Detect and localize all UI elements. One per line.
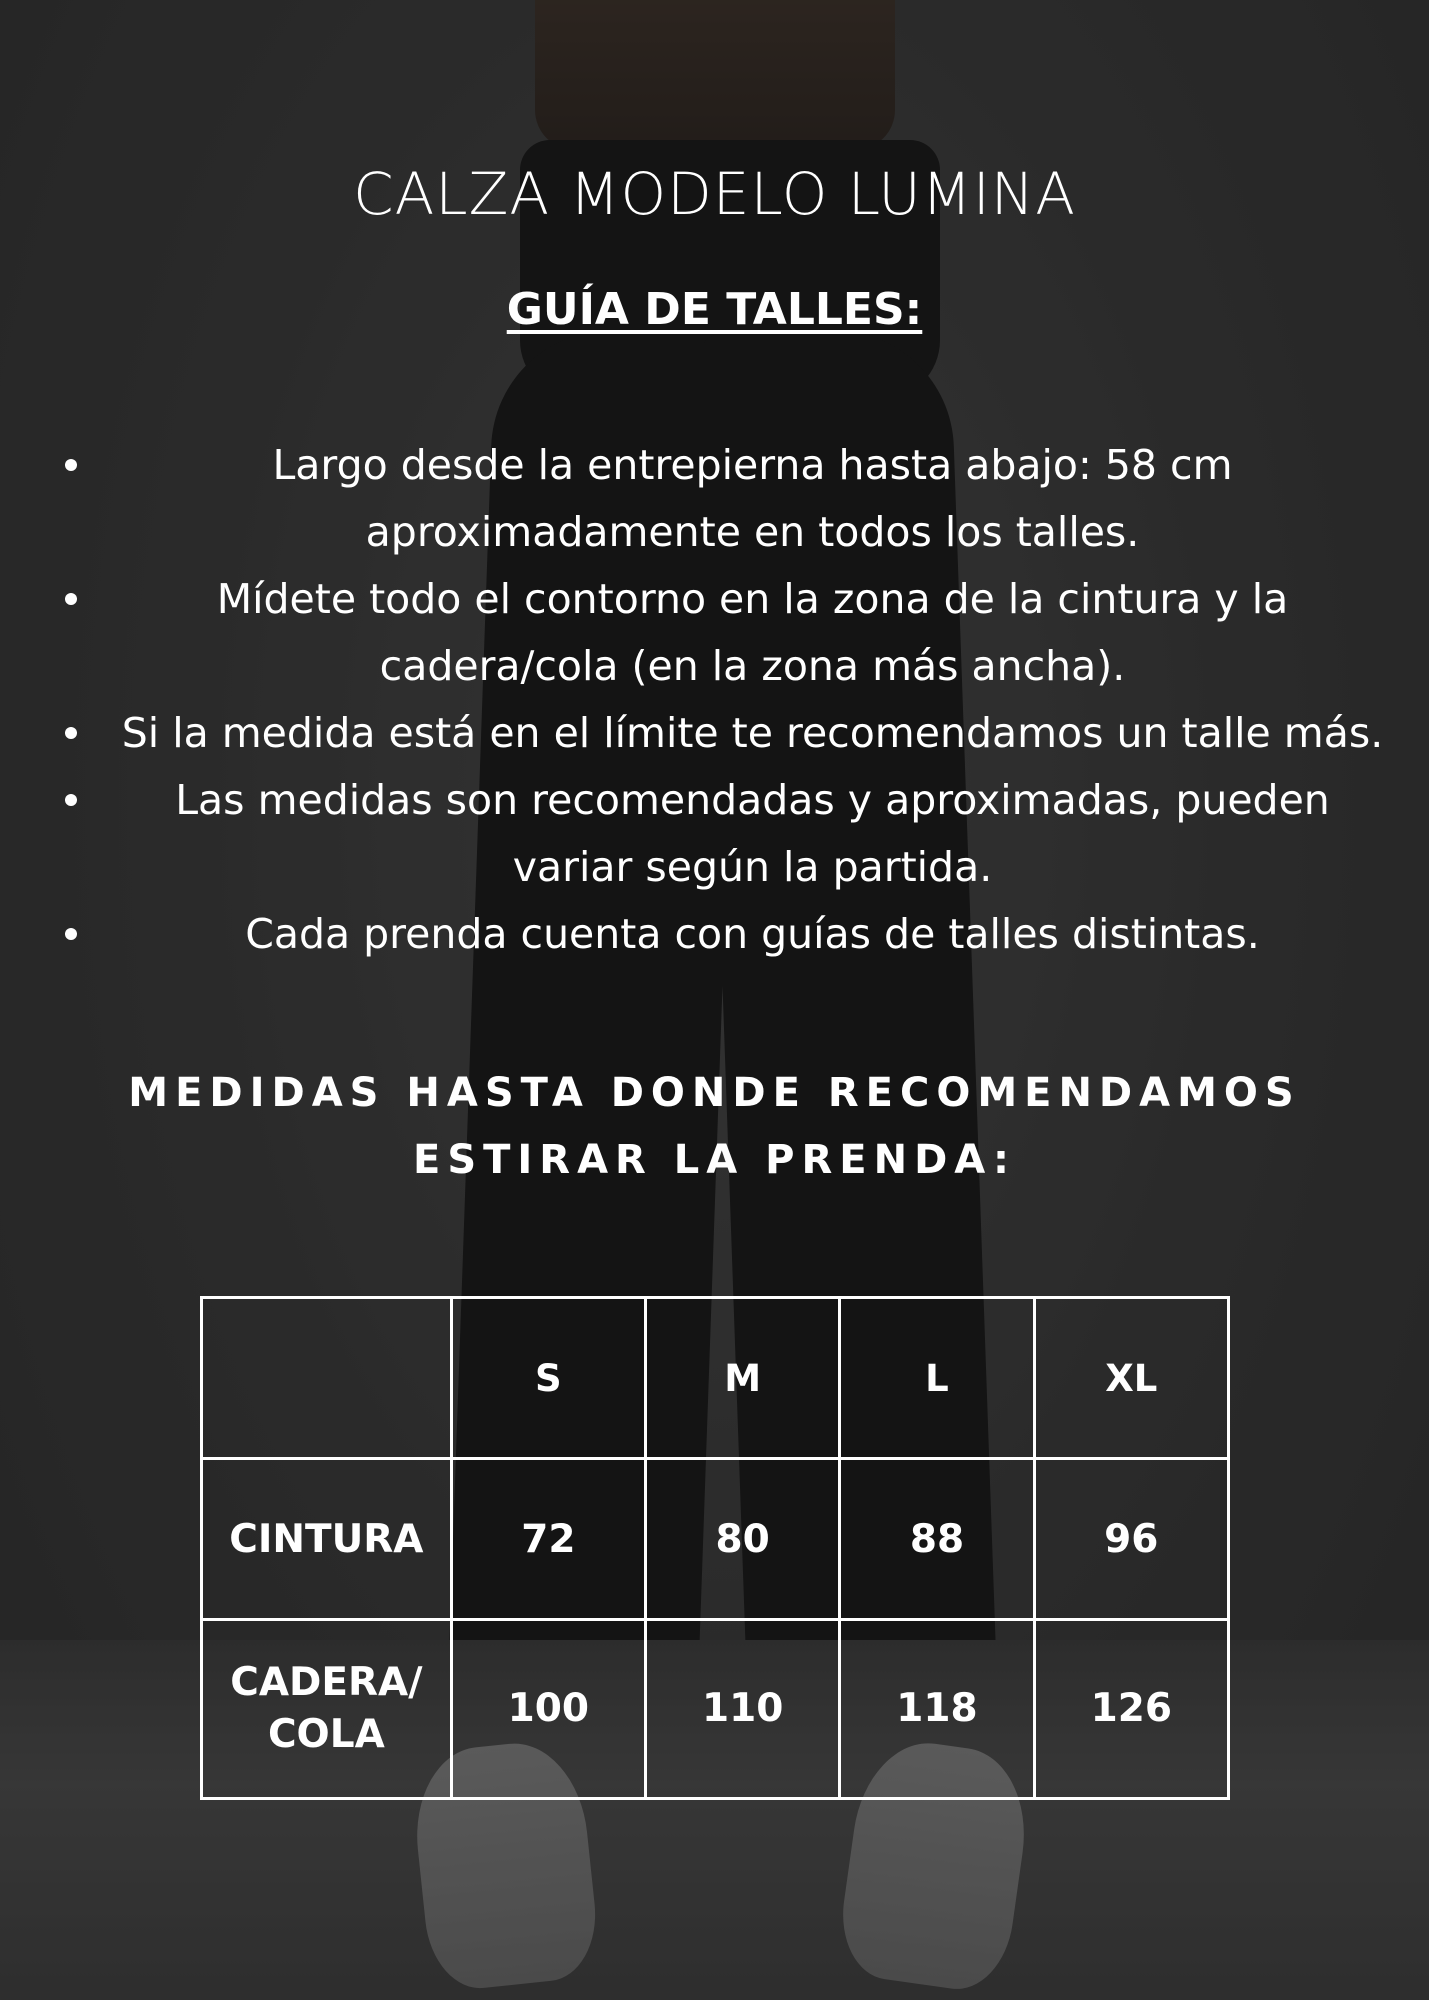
table-row <box>202 1459 1229 1620</box>
table-row <box>202 1620 1229 1799</box>
bullet-icon <box>65 593 77 605</box>
column-header-l: L <box>840 1298 1034 1459</box>
table-cell: 110 <box>646 1620 840 1799</box>
guide-bullet-list <box>55 432 1395 968</box>
table-cell: 126 <box>1034 1620 1228 1799</box>
bullet-text: Cada prenda cuenta con guías de talles distintas. <box>245 910 1260 958</box>
bullet-icon <box>65 794 77 806</box>
bullet-text: Las medidas son recomendadas y aproximadas, pueden variar según la partida. <box>175 776 1330 891</box>
table-cell: 118 <box>840 1620 1034 1799</box>
bullet-icon <box>65 727 77 739</box>
bullet-icon <box>65 459 77 471</box>
row-label-line1: CADERA/ <box>230 1660 423 1705</box>
table-cell: 100 <box>451 1620 645 1799</box>
table-cell: 72 <box>451 1459 645 1620</box>
bullet-text: Mídete todo el contorno en la zona de la cintura y la cadera/cola (en la zona más ancha). <box>216 575 1289 690</box>
list-item <box>55 901 1395 968</box>
row-label-cadera-cola <box>202 1620 452 1799</box>
column-header-m: M <box>646 1298 840 1459</box>
table-cell: 96 <box>1034 1459 1228 1620</box>
row-label-line2: COLA <box>267 1712 385 1757</box>
column-header-xl: XL <box>1034 1298 1228 1459</box>
row-label-cintura: CINTURA <box>202 1459 452 1620</box>
bullet-icon <box>65 928 77 940</box>
size-table <box>200 1296 1230 1800</box>
table-cell: 80 <box>646 1459 840 1620</box>
measurements-heading <box>0 1060 1429 1194</box>
table-cell: 88 <box>840 1459 1034 1620</box>
list-item <box>55 432 1395 566</box>
measurements-heading-line1: MEDIDAS HASTA DONDE RECOMENDAMOS <box>128 1070 1301 1116</box>
measurements-heading-line2: ESTIRAR LA PRENDA: <box>413 1137 1016 1183</box>
table-header-row <box>202 1298 1229 1459</box>
bullet-text: Si la medida está en el límite te recomendamos un talle más. <box>121 709 1384 757</box>
bullet-text: Largo desde la entrepierna hasta abajo: 58 cm aproximadamente en todos los talles. <box>272 441 1233 556</box>
list-item <box>55 566 1395 700</box>
page-title: CALZA MODELO LUMINA <box>353 160 1076 228</box>
list-item <box>55 700 1395 767</box>
table-corner-cell <box>202 1298 452 1459</box>
list-item <box>55 767 1395 901</box>
column-header-s: S <box>451 1298 645 1459</box>
size-guide-heading: GUÍA DE TALLES: <box>506 284 923 335</box>
